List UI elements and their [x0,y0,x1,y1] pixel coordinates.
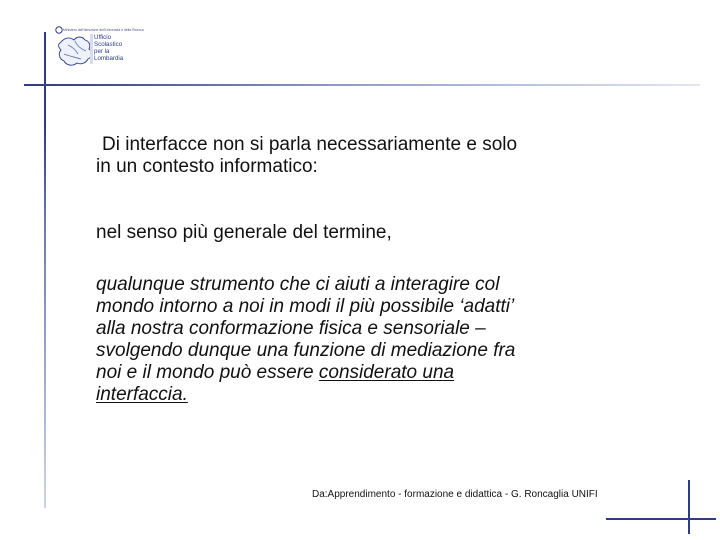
regional-office-logo [54,25,146,75]
definition-line-6-underlined: interfaccia. [96,384,188,405]
definition-line: svolgendo dunque una funzione di mediazione fra [96,340,516,361]
definition-paragraph [96,274,656,406]
office-name-line: Scolastico [94,41,123,48]
slide-footer: Da:Apprendimento - formazione e didattica - G. Roncaglia UNIFI [312,489,598,500]
office-name [94,34,142,62]
definition-line: mondo intorno a noi in modi il più possibile ‘adatti’ [96,296,515,317]
bottom-right-horizontal-line [606,518,716,520]
intro-paragraph [96,134,656,178]
intro-line-1: Di interfacce non si parla necessariamente e solo [102,134,518,155]
office-name-line: per la [94,48,110,55]
definition-line-5-underlined: considerato una [318,362,455,383]
horizontal-guide-line [24,84,700,86]
definition-line: alla nostra conformazione fisica e sensoriale – [96,318,486,339]
office-name-line: Ufficio [94,34,112,41]
intro-line-2: in un contesto informatico: [96,156,318,177]
definition-line-5-prefix: noi e il mondo può essere [96,362,319,383]
definition-line-with-emphasis [96,362,656,384]
ministry-name: Ministero dell'Istruzione dell'Università e della Ricerca [63,28,144,32]
general-sense-paragraph: nel senso più generale del termine, [96,222,392,243]
office-name-line: Lombardia [94,55,124,62]
definition-line: qualunque strumento che ci aiuti a interagire col [96,274,500,295]
main-content [96,134,656,406]
vertical-guide-line [44,32,46,508]
